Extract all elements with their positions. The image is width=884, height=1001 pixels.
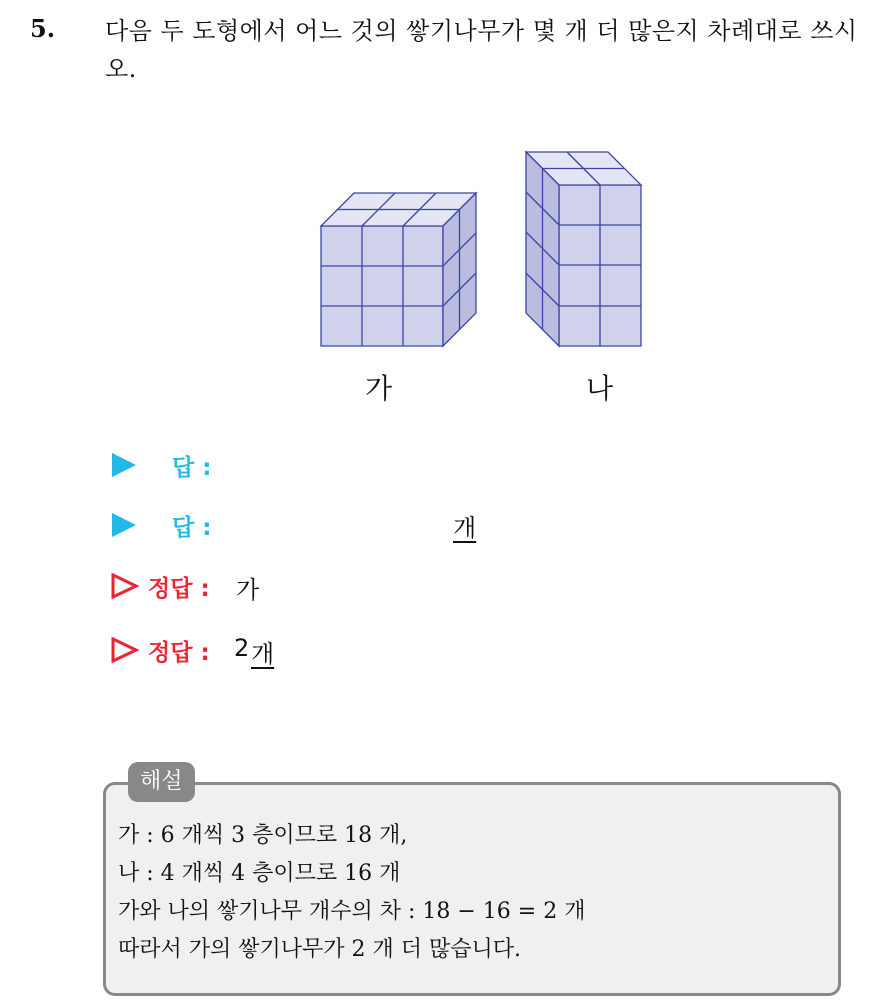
block-figures (315, 148, 655, 353)
explanation-line-4: 따라서 가의 쌓기나무가 2 개 더 많습니다. (118, 937, 521, 962)
figure-b-label: 나 (586, 372, 614, 405)
explanation-line-3: 가와 나의 쌓기나무 개수의 차 : 18 − 16 = 2 개 (118, 899, 586, 924)
explanation-tag: 해설 (128, 762, 195, 802)
figure-a (321, 193, 476, 346)
outline-triangle-icon (111, 637, 139, 663)
correct-value-1: 가 (236, 576, 260, 604)
explanation-line-2: 나 : 4 개씩 4 층이므로 16 개 (118, 861, 401, 886)
question-text: 다음 두 도형에서 어느 것의 쌓기나무가 몇 개 더 많은지 차례대로 쓰시오. (105, 17, 858, 83)
correct-value-2-unit: 개 (251, 640, 275, 668)
correct-value-2-number: 2 (234, 634, 250, 662)
explanation-line-1: 가 : 6 개씩 3 층이므로 18 개, (118, 823, 408, 848)
play-triangle-icon (112, 453, 136, 477)
outline-triangle-icon (111, 573, 139, 599)
explanation-box (103, 782, 841, 996)
answer-label-1: 답 : (172, 455, 212, 481)
question-number: 5. (30, 14, 56, 43)
figure-a-label: 가 (365, 372, 393, 405)
correct-label-2: 정답 : (148, 640, 210, 666)
answer-unit: 개 (453, 514, 477, 542)
answer-label-2: 답 : (172, 515, 212, 541)
play-triangle-icon (112, 513, 136, 537)
correct-label-1: 정답 : (148, 576, 210, 602)
figure-b (526, 152, 641, 346)
